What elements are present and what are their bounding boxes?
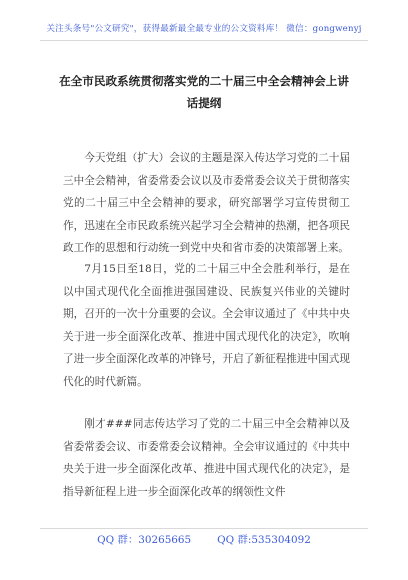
footer — [0, 531, 408, 546]
paragraph-1: 今天党组（扩大）会议的主题是深入传达学习党的二十届三中全会精神，省委常委会议以及市委常委会议关于贯彻落实党的二十届三中全会精神的要求，研究部署学习宣传贯彻工作，迅速在全市民政系统兴起学习全会精神的热潮，把各项民政工作的思想和行动统一到党中央和省市委的决策部署上来。 — [63, 152, 350, 254]
paragraph-2: 7月15日至18日，党的二十届三中全会胜利举行，是在以中国式现代化全面推进强国建设、民族复兴伟业的关键时期，召开的一次十分重要的会议。全会审议通过了《中共中央关于进一步全面深化改革、推进中国式现代化的决定》，吹响了进一步全面深化改革的冲锋号，开启了新征程推进中国式现代化的时代新篇。 — [63, 263, 350, 388]
footer-qq-group-right: QQ 群:535304092 — [217, 534, 311, 546]
footer-qq-group-left: QQ 群：30265665 — [97, 534, 192, 546]
document-title: 在全市民政系统贯彻落实党的二十届三中全会精神会上讲话提纲 — [59, 74, 349, 110]
footer-divider — [40, 528, 368, 529]
paragraph-3: 刚才###同志传达学习了党的二十届三中全会精神以及省委常委会议、市委常委会议精神。全会审议通过的《中共中央关于进一步全面深化改革、推进中国式现代化的决定》，是指导新征程上进一步全面深化改革的纲领性文件 — [63, 418, 350, 498]
header-divider — [40, 40, 368, 41]
header-banner: 关注头条号"公文研究"，获得最新最全最专业的公文资料库！ 微信：gongwenyj — [46, 24, 362, 34]
